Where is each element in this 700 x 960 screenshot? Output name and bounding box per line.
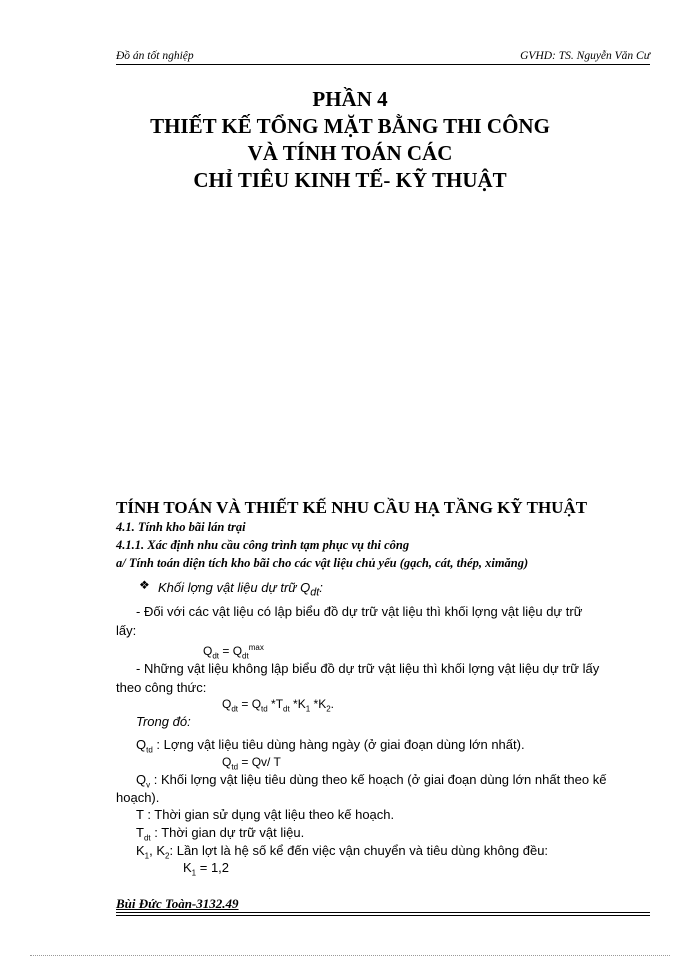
f2-k2: *K <box>310 697 327 711</box>
f2-t: *T <box>267 697 284 711</box>
bullet-heading-sub: dt <box>310 586 320 599</box>
definition-qv-line-2: hoạch). <box>116 790 160 805</box>
formula-3 <box>222 755 281 771</box>
l5-sub2: 2 <box>165 851 170 861</box>
l2-text: : Khối lợng vật liệu tiêu dùng theo kế hoạch (ở giai đoạn dùng lớn nhất theo kế <box>150 772 607 787</box>
l5-text: : Lần lợt là hệ số kể đến việc vận chuyển và tiêu dùng không đều: <box>169 843 549 858</box>
f1-eq: = Q <box>219 644 243 658</box>
f3-q: Q <box>222 755 232 769</box>
page-break-dots <box>30 955 670 956</box>
section-heading: TÍNH TOÁN VÀ THIẾT KẾ NHU CẦU HẠ TẦNG KỸ THUẬT <box>116 498 588 517</box>
bullet-heading-sym: Q <box>300 580 311 595</box>
formula-1 <box>203 643 264 660</box>
definition-qv-line-1 <box>136 772 606 790</box>
l4-text: : Thời gian dự trữ vật liệu. <box>150 825 305 840</box>
chapter-title <box>50 86 650 194</box>
definition-t: T : Thời gian sử dụng vật liệu theo kế hoạch. <box>136 807 395 822</box>
f4-k: K <box>183 860 192 875</box>
footer-rule <box>116 912 650 913</box>
title-line-4: CHỈ TIÊU KINH TẾ- KỸ THUẬT <box>193 168 507 192</box>
f2-sub5: 2 <box>326 704 331 714</box>
footer-rule-2 <box>116 915 650 916</box>
f2-sub4: 1 <box>305 704 311 714</box>
f1-sup: max <box>248 643 264 652</box>
l4-sub: dt <box>143 833 151 843</box>
definition-tdt <box>136 825 304 843</box>
l5-k: K <box>136 843 145 858</box>
subheading-4-1-1: 4.1.1. Xác định nhu cầu công trình tạm phục vụ thi công <box>116 538 410 552</box>
definition-qtd <box>136 737 525 755</box>
l5-mid: , K <box>149 843 166 858</box>
trong-do-label: Trong đó: <box>136 714 191 729</box>
f4-eq: = 1,2 <box>196 860 230 875</box>
f3-eq: = Qv/ T <box>238 755 281 769</box>
l5-sub: 1 <box>144 851 150 861</box>
header-rule <box>116 64 650 65</box>
subheading-a: a/ Tính toán diện tích kho bãi cho các vật liệu chủ yếu (gạch, cát, thép, ximăng) <box>116 556 529 570</box>
f2-k1: *K <box>289 697 306 711</box>
page-footer: Bùi Đức Toàn-3132.49 <box>116 896 239 911</box>
f2-eq: = Q <box>238 697 262 711</box>
bullet-heading-text: Khối lợng vật liệu dự trữ <box>158 580 297 595</box>
formula-2 <box>222 697 334 713</box>
f2-sub2: td <box>261 704 268 714</box>
definition-k1-k2 <box>136 843 548 861</box>
bullet-heading: Khối lợng vật liệu dự trữ $Q_{dt}$: <box>158 580 323 599</box>
subheading-4-1: 4.1. Tính kho bãi lán trại <box>116 520 246 534</box>
f2-q: Q <box>222 697 232 711</box>
title-line-2: THIẾT KẾ TỔNG MẶT BẰNG THI CÔNG <box>150 114 550 138</box>
f2-sub: dt <box>231 704 239 714</box>
title-line-3: VÀ TÍNH TOÁN CÁC <box>247 141 453 165</box>
paragraph-2-line-1: - Những vật liệu không lập biểu đồ dự trữ vật liệu thì khối lợng vật liệu dự trữ lấy <box>136 661 600 676</box>
paragraph-1-line-1: - Đối với các vật liệu có lập biểu đồ dự trữ vật liệu thì khối lợng vật liệu dự trữ <box>136 604 583 619</box>
paragraph-2-line-2: theo công thức: <box>116 680 207 695</box>
f3-sub: td <box>231 762 239 772</box>
header-right-text: GVHD: TS. Nguyễn Văn Cư <box>520 50 650 62</box>
l4-q: T <box>136 825 144 840</box>
l2-sub: v <box>146 780 151 790</box>
l2-q: Q <box>136 772 147 787</box>
f4-sub: 1 <box>191 868 197 878</box>
formula-4 <box>183 860 229 878</box>
title-line-1: PHẦN 4 <box>312 87 388 111</box>
f2-end: . <box>330 697 334 711</box>
bullet-diamond-icon: ❖ <box>139 578 150 592</box>
f1-sub2: dt <box>242 651 249 661</box>
l1-q: Q <box>136 737 147 752</box>
l1-sub: td <box>146 745 153 755</box>
header-left-text: Đồ án tốt nghiệp <box>116 50 194 62</box>
paragraph-1-line-2: lấy: <box>116 623 137 638</box>
f1-q: Q <box>203 644 213 658</box>
f1-sub: dt <box>212 651 220 661</box>
f2-sub3: dt <box>283 704 290 714</box>
l1-text: : Lợng vật liệu tiêu dùng hàng ngày (ở giai đoạn dùng lớn nhất). <box>152 737 525 752</box>
